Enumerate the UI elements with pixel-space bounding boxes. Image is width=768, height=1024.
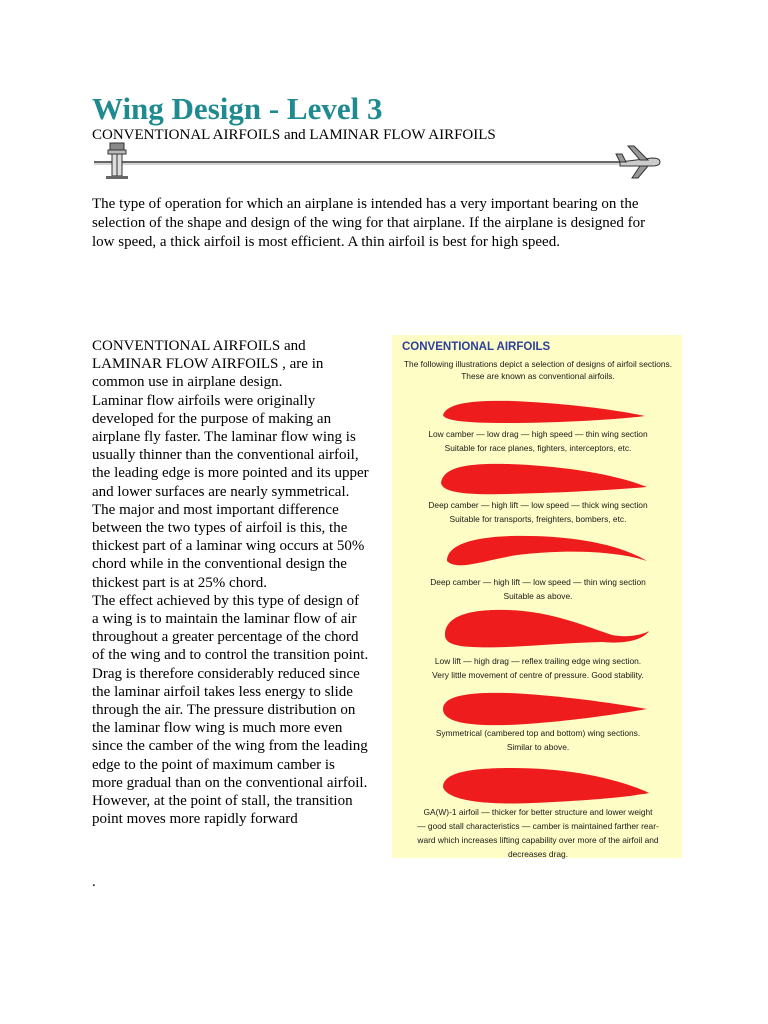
airfoil-figure bbox=[392, 335, 682, 858]
article-line: usually thinner than the conventional airfoil, bbox=[92, 447, 359, 464]
article-line: and lower surfaces are nearly symmetrical. bbox=[92, 483, 350, 500]
article-line: LAMINAR FLOW AIRFOILS , are in bbox=[92, 356, 324, 373]
section-caption: Low lift — high drag — reflex trailing edge wing section. Very little movement of centre of pressure. Good stability. bbox=[432, 656, 644, 680]
page-subtitle: CONVENTIONAL AIRFOILS and LAMINAR FLOW AIRFOILS bbox=[92, 127, 496, 143]
article-line: edge to the point of maximum camber is bbox=[92, 756, 335, 773]
airfoil-gaw-1 bbox=[437, 763, 652, 811]
article-line: common use in airplane design. bbox=[92, 374, 283, 391]
airfoil-shape bbox=[443, 401, 645, 423]
article-line: since the camber of the wing from the leading bbox=[92, 738, 368, 755]
article-line: thickest part is at 25% chord. bbox=[92, 574, 267, 591]
article-line: airplane fly faster. The laminar flow wing is bbox=[92, 429, 356, 446]
article-line: more gradual than on the conventional airfoil. bbox=[92, 774, 368, 791]
aviation-divider bbox=[92, 140, 662, 184]
airfoil-deep-camber-thin bbox=[437, 531, 652, 579]
article-line: However, at the point of stall, the transition bbox=[92, 793, 353, 810]
article-line: throughout a greater percentage of the chord bbox=[92, 629, 359, 646]
intro-paragraph: The type of operation for which an airplane is intended has a very important bearing on the selection of the shape and design of the wing for that airplane. If the airplane is designed for low speed, a thick airfoil is most efficient. A thin airfoil is best for high speed. bbox=[92, 196, 646, 250]
airfoil-shape bbox=[445, 610, 649, 648]
airfoil-shape bbox=[447, 536, 647, 565]
article-line: developed for the purpose of making an bbox=[92, 410, 332, 427]
airplane-icon bbox=[616, 146, 660, 178]
article-line: The effect achieved by this type of design of bbox=[92, 592, 360, 609]
article-line: the leading edge is more pointed and its upper bbox=[92, 465, 369, 482]
airfoil-reflex-trailing-edge bbox=[437, 605, 652, 653]
article-line: Laminar flow airfoils were originally bbox=[92, 392, 316, 409]
article-line: chord while in the conventional design the bbox=[92, 556, 347, 573]
airfoil-shape bbox=[443, 693, 647, 725]
article-line: of the wing and to control the transition point. bbox=[92, 647, 369, 664]
article-line: the laminar flow wing is much more even bbox=[92, 720, 343, 737]
article-line: the laminar airfoil takes less energy to slide bbox=[92, 683, 353, 700]
article-line: point moves more rapidly forward bbox=[92, 811, 298, 828]
article-line: CONVENTIONAL AIRFOILS and bbox=[92, 338, 306, 354]
footer-dot: . bbox=[92, 874, 96, 890]
article-line: Drag is therefore considerably reduced since bbox=[92, 665, 360, 682]
airfoil-shape bbox=[443, 768, 649, 803]
article-line: through the air. The pressure distribution on bbox=[92, 702, 356, 719]
article-line: between the two types of airfoil is this, the bbox=[92, 520, 348, 537]
article-text bbox=[92, 337, 374, 828]
section-caption: Deep camber — high lift — low speed — thin wing section Suitable as above. bbox=[430, 577, 646, 601]
airfoil-shape bbox=[441, 464, 647, 494]
article-line: a wing is to maintain the laminar flow of air bbox=[92, 611, 357, 628]
article-line: thickest part of a laminar wing occurs at 50% bbox=[92, 538, 365, 555]
page-title: Wing Design - Level 3 bbox=[92, 91, 383, 126]
section-caption: Low camber — low drag — high speed — thin wing section Suitable for race planes, fighters, interceptors, etc. bbox=[428, 429, 648, 453]
figure-intro: The following illustrations depict a selection of designs of airfoil sections. These are known as conventional airfoils. bbox=[403, 359, 673, 381]
section-caption: Symmetrical (cambered top and bottom) wing sections. Similar to above. bbox=[435, 728, 641, 752]
section-caption: GA(W)-1 airfoil — thicker for better structure and lower weight — good stall characteristics — camber is maintained farther rear- ward which increases lifting capability over more of the airfoil and decreases drag. bbox=[417, 807, 659, 859]
article-line: The major and most important difference bbox=[92, 501, 339, 518]
figure-title: CONVENTIONAL AIRFOILS bbox=[402, 341, 551, 353]
section-caption: Deep camber — high lift — low speed — thick wing section Suitable for transports, freighters, bombers, etc. bbox=[428, 500, 648, 524]
